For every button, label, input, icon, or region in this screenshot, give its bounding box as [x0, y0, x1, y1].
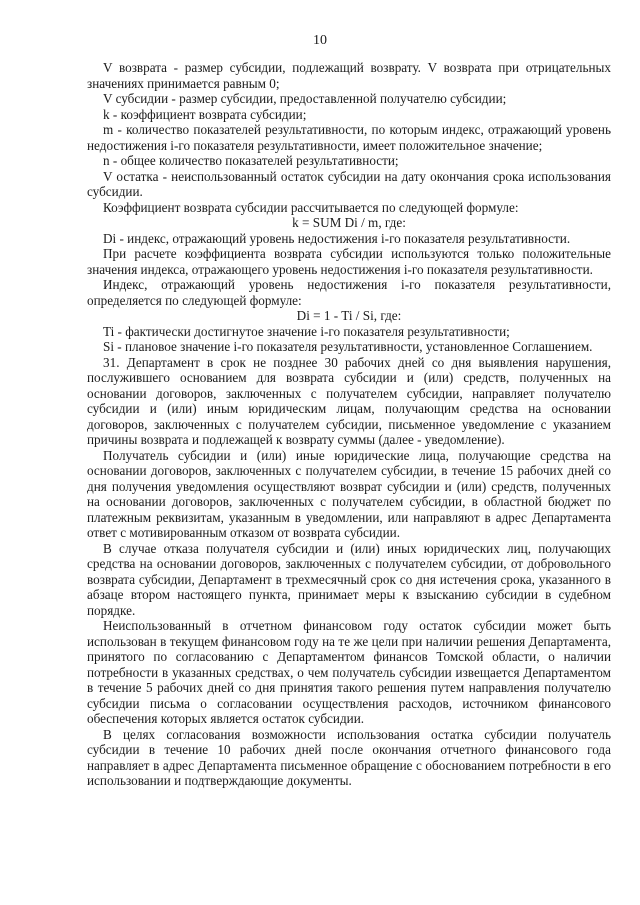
paragraph: V остатка - неиспользованный остаток субсидии на дату окончания срока использования субсидии. — [87, 168, 611, 199]
paragraph: Di - индекс, отражающий уровень недостижения i-го показателя результативности. — [103, 230, 571, 246]
paragraph: Получатель субсидии и (или) иные юридические лица, получающие средства на основании договоров, заключенных с получателем субсидии, в течение 15 рабочих дней со дня получения уведомления осуществляют возврат субсидии и (или) средств, полученных на основании договоров, заключенных с получателем субсидии, в областной бюджет по платежным реквизитам, указанным в уведомлении, или направляют в адрес Департамента ответ с мотивированным отказом от возврата субсидии. — [87, 447, 611, 540]
paragraph: Индекс, отражающий уровень недостижения i-го показателя результативности, определяется по следующей формуле: — [87, 277, 611, 308]
paragraph: n - общее количество показателей результативности; — [103, 153, 399, 168]
paragraph: В случае отказа получателя субсидии и (или) иных юридических лиц, получающих средства на основании договоров, заключенных с получателем субсидии, от добровольного возврата субсидии, Департамент в трехмесячный срок со дня истечения срока, указанного в абзаце втором настоящего пункта, принимает меры к взысканию субсидии в судебном порядке. — [87, 540, 611, 618]
paragraph: Неиспользованный в отчетном финансовом году остаток субсидии может быть использован в текущем финансовом году на те же цели при наличии решения Департамента, принятого по согласованию с Департаментом финансов Томской области, о наличии потребности в указанных средствах, о чем получатель субсидии извещается Департаментом в течение 5 рабочих дней со дня принятия такого решения путем направления получателю субсидии письма о согласовании осуществления расходов, источником финансового обеспечения которых является остаток субсидии. — [87, 618, 611, 726]
paragraph: При расчете коэффициента возврата субсидии используются только положительные значения индекса, отражающего уровень недостижения i-го показателя результативности. — [87, 246, 611, 277]
paragraph: В целях согласования возможности использования остатка субсидии получатель субсидии в течение 10 рабочих дней после окончания отчетного финансового года направляет в адрес Департамента письменное обращение с обоснованием потребности в его использовании и подтверждающие документы. — [87, 726, 611, 788]
paragraph: k - коэффициент возврата субсидии; — [103, 106, 307, 122]
paragraph: m - количество показателей результативности, по которым индекс, отражающий уровень недостижения i-го показателя результативности, имеет положительное значение; — [87, 122, 611, 153]
document-body — [87, 60, 611, 789]
paragraph: Коэффициент возврата субсидии рассчитывается по следующей формуле: — [103, 199, 519, 215]
paragraph: V возврата - размер субсидии, подлежащий возврату. V возврата при отрицательных значениях принимается равным 0; — [87, 60, 611, 91]
page-number: 10 — [313, 33, 327, 48]
clause-31: 31. Департамент в срок не позднее 30 рабочих дней со дня выявления нарушения, послужившего основанием для возврата субсидии и (или) средств, полученных на основании договоров, заключенных с получателем субсидии, направляет получателю субсидии и (или) иным юридическим лицам, получающим средства на основании договоров, заключенных с получателем субсидии, письменное уведомление с указанием причины возврата и подлежащей к возврату суммы (далее - уведомление). — [87, 354, 611, 447]
paragraph: Ti - фактически достигнутое значение i-го показателя результативности; — [103, 323, 510, 339]
formula-k: k = SUM Di / m, где: — [292, 215, 406, 230]
paragraph: V субсидии - размер субсидии, предоставленной получателю субсидии; — [103, 91, 507, 106]
paragraph: Si - плановое значение i-го показателя результативности, установленное Соглашением. — [103, 339, 593, 354]
formula-di: Di = 1 - Ti / Si, где: — [296, 308, 402, 323]
